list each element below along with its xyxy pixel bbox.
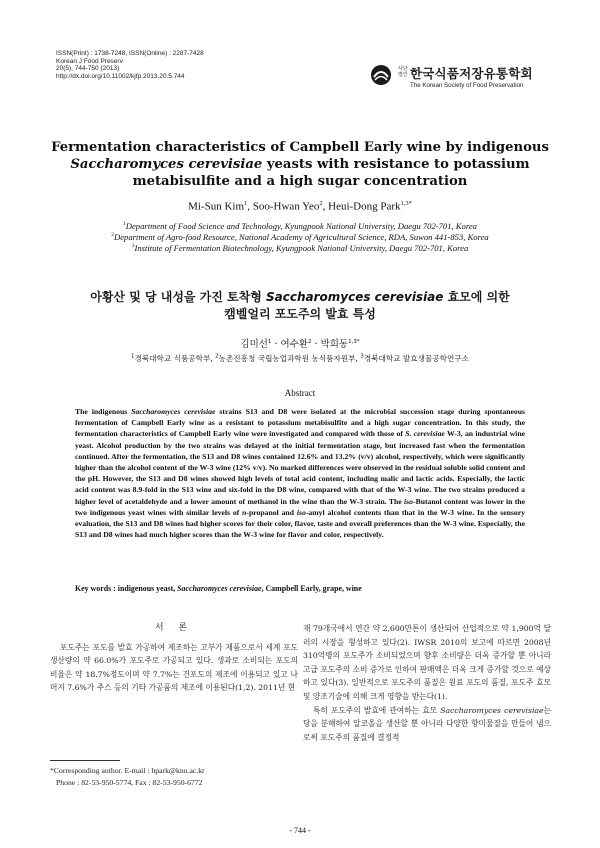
- corresponding-email: *Corresponding author. E-mail : hpark@knu.ac.kr: [50, 766, 205, 775]
- intro-paragraph-1: 포도주는 포도를 발효 가공하여 제조하는 고부가 제품으로서 세계 포도 생산량의 약 66.0%가 포도주로 가공되고 있다. 생과로 소비되는 포도의 비율은 약 18.7%정도이며 약 7.7%는 건포도의 제조에 이용되고 있고 나머지 7.6%가 주스 등의 기타 가공품의 제조에 이용된다(1,2). 2011년 현: [50, 642, 298, 693]
- abstract-text: The indigenous Saccharomyces cerevisiae strains S13 and D8 were isolated at the microbial succession stage during spontaneous fermentation of Campbell Early wine as a resistant to potassium metabisulfite and a high sugar concentration. In this study, the fermentation characteristics of Campbell Early wine were investigated and compared with those of S. cerevisiae W-3, an industrial wine yeast. Alcohol production by the two strains was delayed at the initial fermentation stage, but increased fast when the fermentation continued. After the fermentation, the S13 and D8 wines contained 12.6% and 13.2% (v/v) alcohol, respectively, which were significantly higher than the alcohol content of the W-3 wine (12% v/v). No marked differences were observed in the residual soluble solid content and the pH. However, the S13 and D8 wines showed high levels of total acid content, including malic and lactic acids. Especially, the lactic acid content was 8.9-fold in the S13 wine and six-fold in the D8 wine, compared with that of the W-3 wine. The two strains produced a higher level of acetaldehyde and a lower amount of methanol in the wine than the W-3 strain. The iso-Butanol content was lower in the two indigenous yeast wines with similar levels of n-propanol and iso-amyl alcohol contents than that in the W-3 wine. In the sensory evaluation, the S13 and D8 wines had higher scores for their color, flavor, taste and overall preferences than the W-3 wine. Especially, the S13 and D8 wines had much higher scores than the W-3 wine for flavor and color, respectively.: [75, 407, 526, 540]
- affiliation-2: $^2$Department of Agro-food Resource, National Academy of Agricultural Science, RDA, Suwon 441-853, Korea: [111, 231, 489, 242]
- society-name-korean: 한국식품저장유통학회: [410, 66, 533, 81]
- section-heading-introduction: 서 론: [154, 623, 194, 633]
- author-name: Soo-Hwan Yeo: [252, 200, 320, 213]
- keywords: [75, 584, 525, 593]
- corresponding-author-footnote: [50, 765, 300, 789]
- title-line-1: Fermentation characteristics of Campbell Early wine by indigenous: [51, 140, 549, 155]
- page-number: - 744 -: [289, 826, 311, 835]
- society-type-label: 사단 법인: [398, 66, 408, 78]
- article-title-english: [40, 139, 560, 190]
- abstract-heading: Abstract: [284, 388, 316, 398]
- society-logo-block: [370, 62, 560, 98]
- journal-meta: [56, 50, 316, 80]
- intro-right-column: [303, 622, 551, 744]
- author-name: Heui-Dong Park: [328, 200, 401, 213]
- footnote-divider: [50, 760, 120, 761]
- author-list-english: Mi-Sun Kim$^1$, Soo-Hwan Yeo$^2$, Heui-Dong Park$^{1,3*}$: [188, 200, 412, 213]
- author-list-korean: 김미선$^1$ · 여수환$^2$ · 박희동$^{1,3*}$: [240, 338, 360, 350]
- volume-pages: 20(5), 744-750 (2013): [56, 65, 120, 73]
- article-title-korean: [40, 289, 560, 323]
- journal-name: Korean J Food Preserv: [56, 57, 123, 65]
- intro-paragraph-1-cont: 재 79개국에서 연간 약 2,600만톤이 생산되어 산업적으로 약 1,900억 달러의 시장을 형성하고 있다(2). IWSR 2010의 보고에 따르면 2008년 310억병의 포도주가 소비되었으며 향후 소비량은 더욱 증가할 뿐 아니라 고급 포도주의 소비 증가로 인하여 판매액은 더욱 크게 증가할 것으로 예상하고 있다(3). 일반적으로 포도주의 품질은 원료 포도의 품질, 포도주 효모 및 양조기술에 의해 크게 영향을 받는다(1).: [303, 624, 551, 701]
- society-logo-icon: [370, 64, 392, 86]
- corresponding-phone-fax: Phone : 82-53-950-5774, Fax : 82-53-950-6772: [56, 778, 203, 787]
- author-name: Mi-Sun Kim: [188, 200, 245, 213]
- title-ko-line-2: 캠벨얼리 포도주의 발효 특성: [224, 307, 376, 321]
- title-ko-line-1: 아황산 및 당 내성을 가진 토착형 Saccharomyces cerevisiae 효모에 의한: [90, 290, 510, 304]
- intro-left-column: [50, 622, 298, 695]
- intro-paragraph-2: 특히 포도주의 발효에 관여하는 효모 Saccharomyces cerevisiae는 당을 분해하여 알코올을 생산할 뿐 아니라 다양한 향미물질을 만들어 냄으로써 포도주의 품질에 결정적: [303, 705, 551, 742]
- affiliations-korean: $^1$경북대학교 식품공학부, $^2$농촌진흥청 국립농업과학원 농식품자원부, $^3$경북대학교 발효생물공학연구소: [131, 353, 469, 363]
- species-name: Saccharomyces cerevisiae: [70, 157, 263, 172]
- issn-line: ISSN(Print) : 1738-7248, ISSN(Online) : 2287-7428: [56, 50, 204, 57]
- keywords-list: indigenous yeast, Saccharomyces cerevisiae, Campbell Early, grape, wine: [117, 584, 362, 593]
- affiliation-1: $^1$Department of Food Science and Technology, Kyungpook National University, Daegu 702-701, Korea: [123, 220, 477, 231]
- society-name-english: The Korean Society of Food Preservation: [410, 82, 524, 89]
- keywords-label: Key words :: [75, 584, 118, 593]
- title-line-2: Saccharomyces cerevisiae yeasts with resistance to potassium: [70, 157, 530, 172]
- affiliation-3: $^3$Institute of Fermentation Biotechnology, Kyungpook National University, Daegu 702-701, Korea: [131, 242, 469, 253]
- title-line-3: metabisulfite and a high sugar concentration: [132, 174, 468, 189]
- doi-link[interactable]: http://dx.doi.org/10.11002/kjfp.2013.20.5.744: [56, 72, 185, 80]
